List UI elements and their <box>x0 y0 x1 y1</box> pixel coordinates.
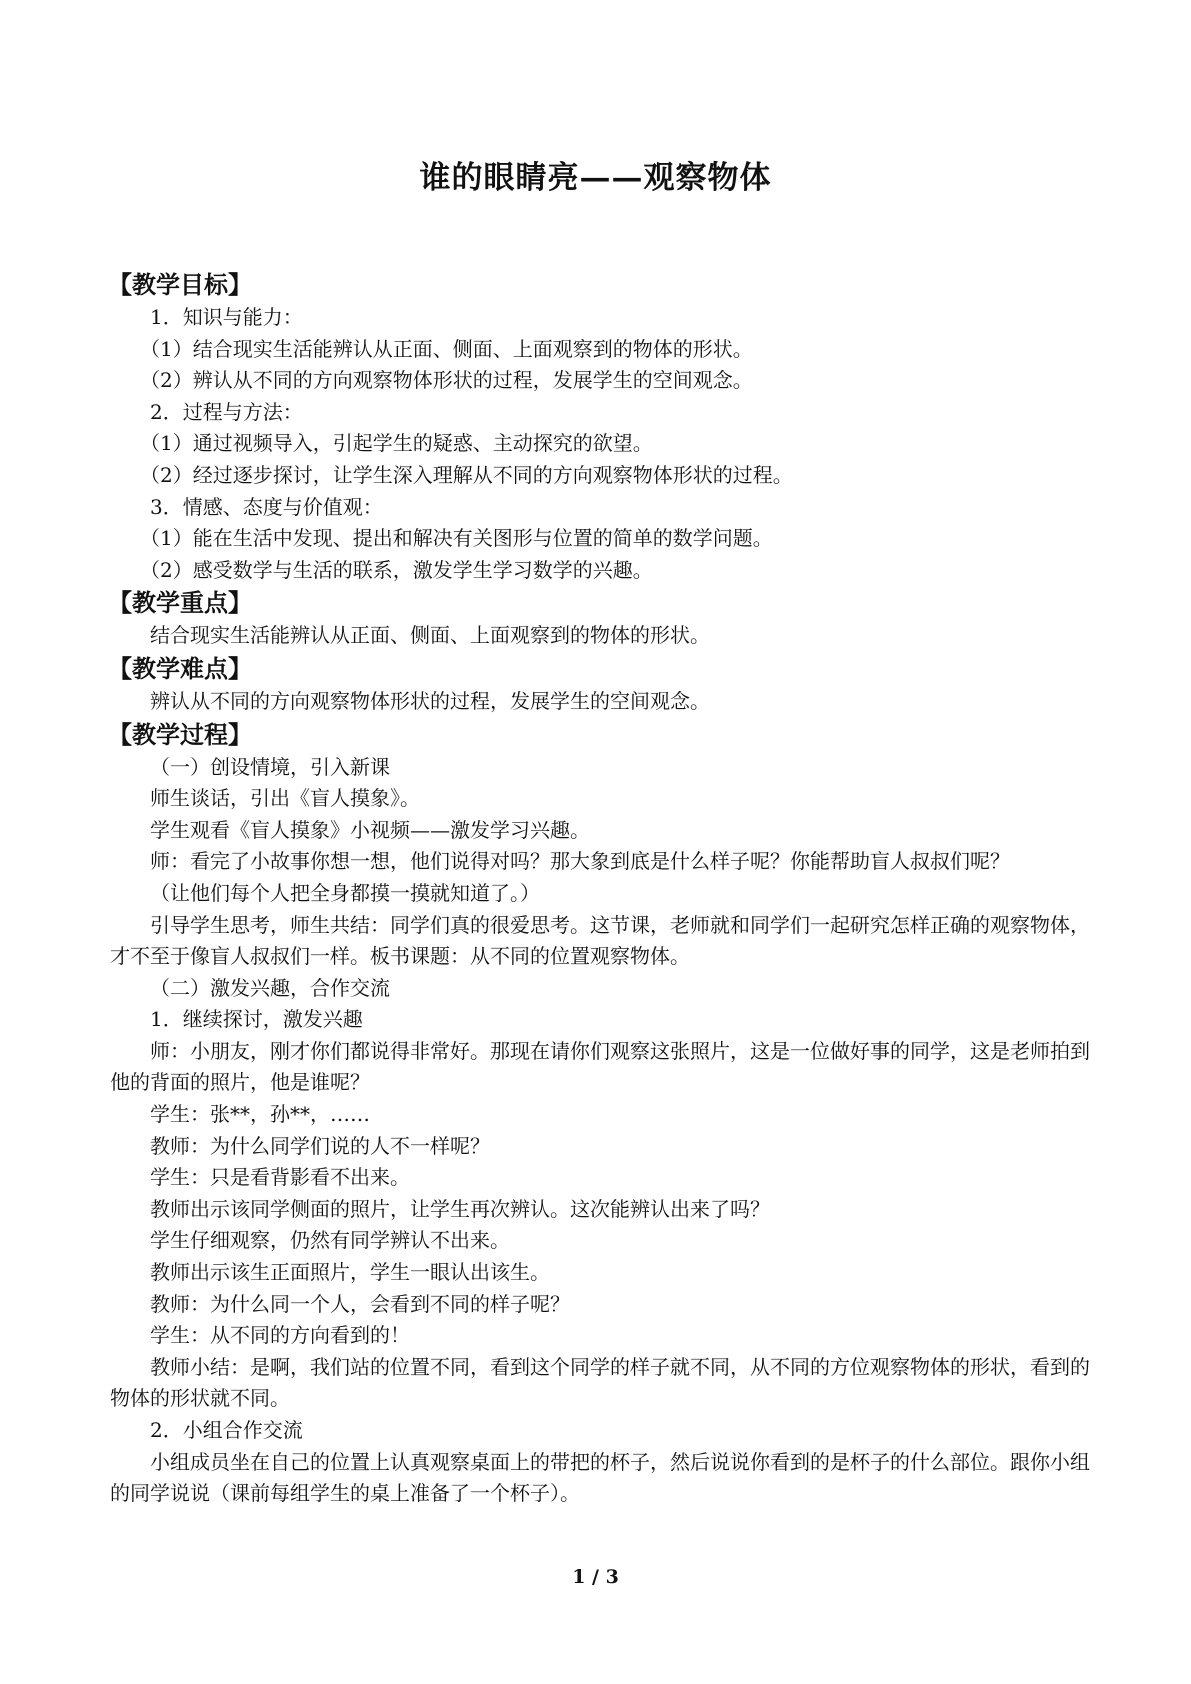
process-paragraph: 学生观看《盲人摸象》小视频——激发学习兴趣。 <box>150 817 590 842</box>
process-paragraph: 学生：只是看背影看不出来。 <box>150 1165 410 1190</box>
page-number: 1 / 3 <box>572 1566 619 1588</box>
objective-line: （1）通过视频导入，引起学生的疑惑、主动探究的欲望。 <box>140 431 653 456</box>
objective-line: （1）能在生活中发现、提出和解决有关图形与位置的简单的数学问题。 <box>140 526 773 551</box>
process-paragraph: 教师：为什么同一个人，会看到不同的样子呢？ <box>150 1291 570 1316</box>
process-paragraph: 教师出示该同学侧面的照片，让学生再次辨认。这次能辨认出来了吗？ <box>150 1196 770 1221</box>
section-heading-difficulties: 【教学难点】 <box>108 653 252 683</box>
process-paragraph: 小组成员坐在自己的位置上认真观察桌面上的带把的杯子，然后说说你看到的是杯子的什么部位。跟你小组的同学说说（课前每组学生的桌上准备了一个杯子）。 <box>110 1449 1090 1506</box>
process-paragraph: 学生：从不同的方向看到的！ <box>150 1323 410 1348</box>
process-paragraph: 学生仔细观察，仍然有同学辨认不出来。 <box>150 1228 510 1253</box>
process-subheading: （一）创设情境，引入新课 <box>150 754 390 779</box>
process-paragraph: 教师小结：是啊，我们站的位置不同，看到这个同学的样子就不同，从不同的方位观察物体的形状，看到的物体的形状就不同。 <box>110 1354 1090 1411</box>
document-body <box>110 268 1100 1510</box>
process-paragraph: 学生：张**，孙**，…… <box>150 1102 370 1127</box>
section-heading-objectives: 【教学目标】 <box>108 270 252 299</box>
process-paragraph: 教师出示该生正面照片，学生一眼认出该生。 <box>150 1260 550 1285</box>
process-paragraph: 引导学生思考，师生共结：同学们真的很爱思考。这节课，老师就和同学们一起研究怎样正确的观察物体，才不至于像盲人叔叔们一样。板书课题：从不同的位置观察物体。 <box>110 912 1090 969</box>
document-title: 谁的眼睛亮——观察物体 <box>419 160 772 196</box>
process-paragraph: 师：看完了小故事你想一想，他们说得对吗？那大象到底是什么样子呢？你能帮助盲人叔叔们呢？ <box>150 849 1010 874</box>
process-subheading: （二）激发兴趣，合作交流 <box>150 975 390 1000</box>
objective-line: （1）结合现实生活能辨认从正面、侧面、上面观察到的物体的形状。 <box>140 336 753 361</box>
objective-line: （2）感受数学与生活的联系，激发学生学习数学的兴趣。 <box>140 557 653 582</box>
process-paragraph: （让他们每个人把全身都摸一摸就知道了。） <box>150 880 540 905</box>
objective-line: 2．过程与方法： <box>150 399 303 424</box>
section-heading-key-points: 【教学重点】 <box>108 588 252 618</box>
key-points-text: 结合现实生活能辨认从正面、侧面、上面观察到的物体的形状。 <box>150 623 710 648</box>
objective-line: （2）辨认从不同的方向观察物体形状的过程，发展学生的空间观念。 <box>140 368 753 393</box>
section-heading-process: 【教学过程】 <box>108 719 252 749</box>
process-subheading: 2．小组合作交流 <box>150 1418 303 1442</box>
difficulties-text: 辨认从不同的方向观察物体形状的过程，发展学生的空间观念。 <box>150 688 710 713</box>
process-paragraph: 师生谈话，引出《盲人摸象》。 <box>150 786 420 811</box>
objective-line: 3．情感、态度与价值观： <box>150 494 383 519</box>
process-subheading: 1．继续探讨，激发兴趣 <box>150 1007 363 1032</box>
objective-line: （2）经过逐步探讨，让学生深入理解从不同的方向观察物体形状的过程。 <box>140 462 793 487</box>
objective-line: 1．知识与能力： <box>150 305 303 329</box>
process-paragraph: 师：小朋友，刚才你们都说得非常好。那现在请你们观察这张照片，这是一位做好事的同学，这是老师拍到他的背面的照片，他是谁呢？ <box>110 1038 1090 1095</box>
process-paragraph: 教师：为什么同学们说的人不一样呢？ <box>150 1133 490 1158</box>
